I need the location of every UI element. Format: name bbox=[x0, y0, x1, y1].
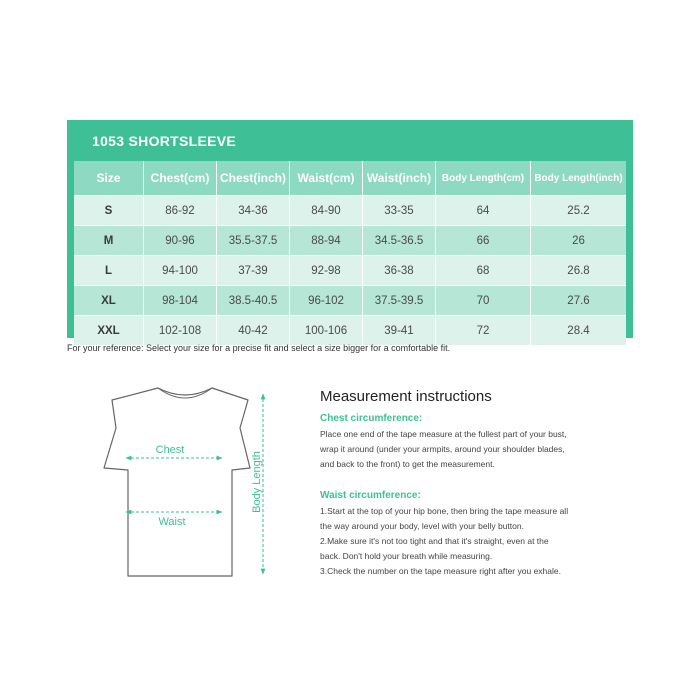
chest-instructions bbox=[320, 427, 620, 472]
table-row bbox=[74, 256, 626, 286]
size-cell: M bbox=[74, 226, 144, 256]
body-length-label: Body Length bbox=[251, 451, 263, 513]
table-cell: 35.5-37.5 bbox=[217, 226, 290, 256]
table-cell: 96-102 bbox=[290, 286, 363, 316]
table-cell: 68 bbox=[436, 256, 531, 286]
table-cell: 38.5-40.5 bbox=[217, 286, 290, 316]
table-cell: 66 bbox=[436, 226, 531, 256]
table-cell: 34.5-36.5 bbox=[363, 226, 436, 256]
table-cell: 40-42 bbox=[217, 316, 290, 346]
table-cell: 37-39 bbox=[217, 256, 290, 286]
waist-label: Waist bbox=[158, 516, 186, 528]
tshirt-outline bbox=[104, 388, 250, 576]
instruction-line: 1.Start at the top of your hip bone, then bring the tape measure all bbox=[320, 506, 569, 516]
size-cell: XXL bbox=[74, 316, 144, 346]
table-title: 1053 SHORTSLEEVE bbox=[92, 133, 237, 149]
instruction-line: and back to the front) to get the measurement. bbox=[320, 459, 495, 469]
table-cell: 70 bbox=[436, 286, 531, 316]
table-cell: 72 bbox=[436, 316, 531, 346]
table-row bbox=[74, 226, 626, 256]
table-row bbox=[74, 196, 626, 226]
instruction-line: Place one end of the tape measure at the fullest part of your bust, bbox=[320, 429, 567, 439]
instructions-title: Measurement instructions bbox=[320, 388, 492, 405]
table-cell: 98-104 bbox=[144, 286, 217, 316]
header-chest-cm: Chest(cm) bbox=[144, 161, 217, 196]
table-row bbox=[74, 286, 626, 316]
instruction-line: 3.Check the number on the tape measure right after you exhale. bbox=[320, 566, 561, 576]
table-row bbox=[74, 316, 626, 346]
table-header-row bbox=[74, 161, 626, 196]
header-body-length-cm: Body Length(cm) bbox=[436, 161, 531, 196]
instruction-line: wrap it around (under your armpits, around your shoulder blades, bbox=[320, 444, 565, 454]
instruction-line: back. Don't hold your breath while measuring. bbox=[320, 551, 493, 561]
table-cell: 94-100 bbox=[144, 256, 217, 286]
size-note: For your reference: Select your size for a precise fit and select a size bigger for a comfortable fit. bbox=[67, 343, 451, 353]
header-chest-inch: Chest(inch) bbox=[217, 161, 290, 196]
instruction-line: the way around your body, level with your belly button. bbox=[320, 521, 524, 531]
table-cell: 37.5-39.5 bbox=[363, 286, 436, 316]
table-cell: 27.6 bbox=[531, 286, 626, 316]
table-cell: 34-36 bbox=[217, 196, 290, 226]
chest-heading: Chest circumference: bbox=[320, 413, 423, 424]
header-size: Size bbox=[74, 161, 144, 196]
table-cell: 33-35 bbox=[363, 196, 436, 226]
measurement-instructions bbox=[320, 388, 620, 579]
table-cell: 25.2 bbox=[531, 196, 626, 226]
table-cell: 26 bbox=[531, 226, 626, 256]
chest-label: Chest bbox=[155, 444, 185, 456]
table-cell: 90-96 bbox=[144, 226, 217, 256]
table-cell: 86-92 bbox=[144, 196, 217, 226]
instruction-line: 2.Make sure it's not too tight and that it's straight, even at the bbox=[320, 536, 549, 546]
table-cell: 28.4 bbox=[531, 316, 626, 346]
table-cell: 84-90 bbox=[290, 196, 363, 226]
header-waist-cm: Waist(cm) bbox=[290, 161, 363, 196]
size-cell: L bbox=[74, 256, 144, 286]
size-chart-panel bbox=[67, 120, 633, 338]
header-waist-inch: Waist(inch) bbox=[363, 161, 436, 196]
size-cell: XL bbox=[74, 286, 144, 316]
table-cell: 88-94 bbox=[290, 226, 363, 256]
table-cell: 100-106 bbox=[290, 316, 363, 346]
waist-heading: Waist circumference: bbox=[320, 490, 421, 501]
table-cell: 102-108 bbox=[144, 316, 217, 346]
table-cell: 64 bbox=[436, 196, 531, 226]
header-body-length-inch: Body Length(inch) bbox=[531, 161, 626, 196]
table-cell: 36-38 bbox=[363, 256, 436, 286]
tshirt-diagram bbox=[98, 382, 288, 582]
table-cell: 39-41 bbox=[363, 316, 436, 346]
table-cell: 26.8 bbox=[531, 256, 626, 286]
size-table bbox=[74, 161, 626, 346]
table-cell: 92-98 bbox=[290, 256, 363, 286]
waist-instructions bbox=[320, 504, 620, 579]
size-cell: S bbox=[74, 196, 144, 226]
